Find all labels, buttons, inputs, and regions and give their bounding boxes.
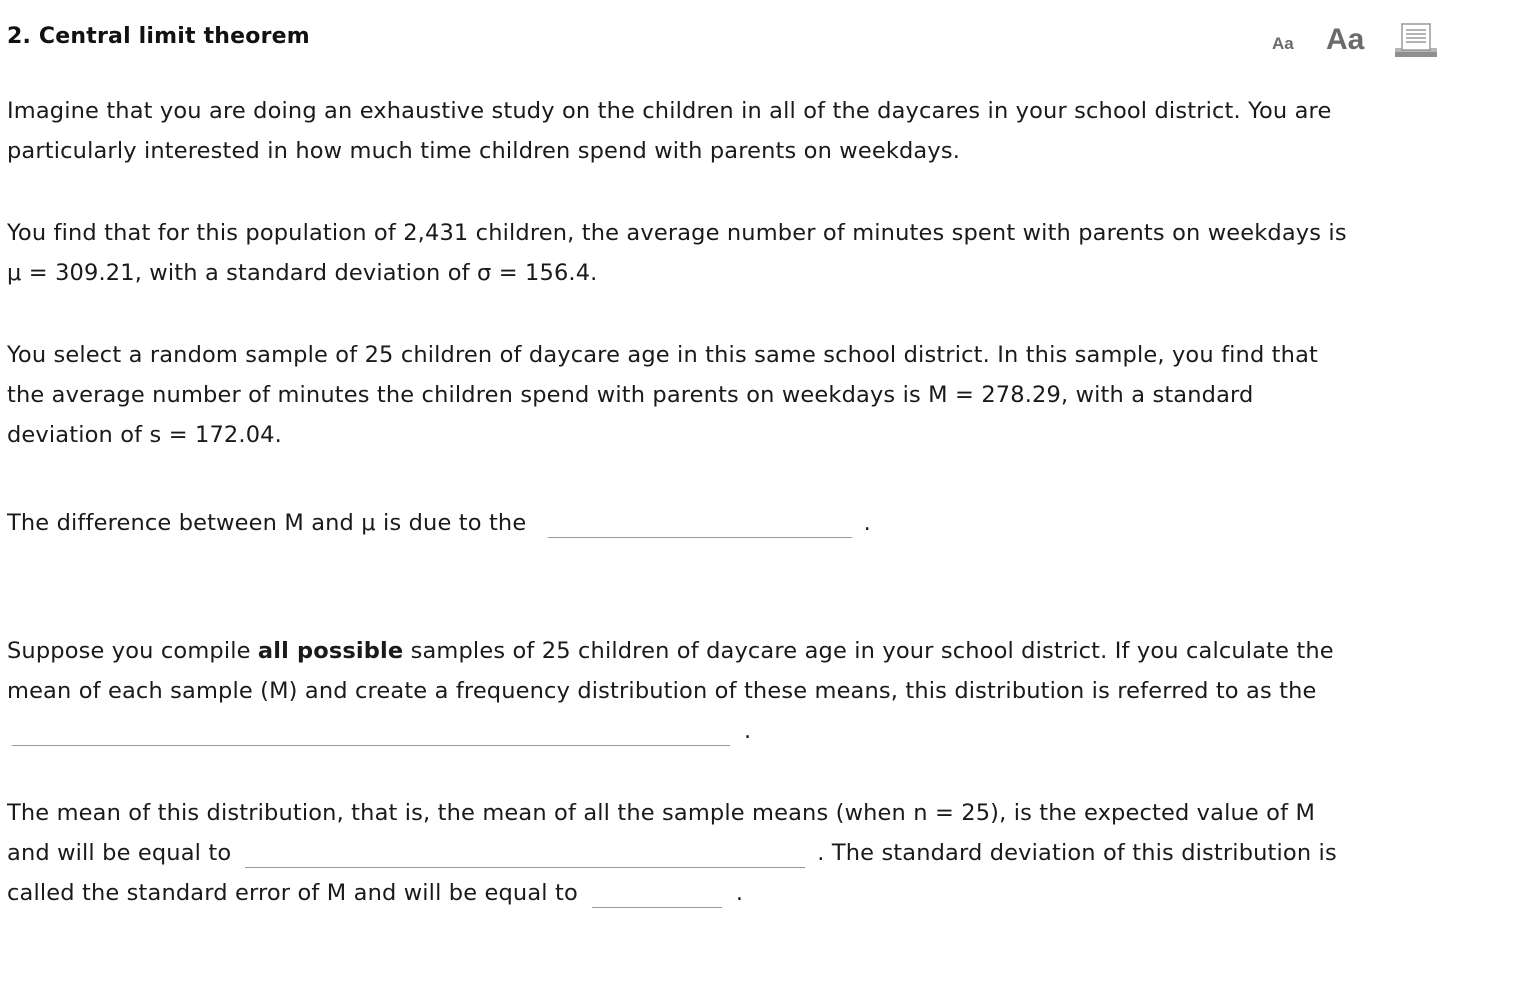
population-line-1: You find that for this population of 2,431 children, the average number of minutes spent with parents on weekdays is xyxy=(7,220,1347,246)
difference-question xyxy=(7,503,1457,543)
distribution-line-2: mean of each sample (M) and create a frequency distribution of these means, this distribution is referred to as the xyxy=(7,678,1317,704)
standard-error-period: . xyxy=(735,880,744,906)
question-title: 2. Central limit theorem xyxy=(7,24,310,49)
expected-line-3 xyxy=(7,873,1457,913)
sample-line-3: deviation of s = 172.04. xyxy=(7,422,282,448)
distribution-line-1 xyxy=(7,631,1457,671)
toolbar xyxy=(1270,20,1450,60)
difference-question-text: The difference between M and μ is due to the xyxy=(7,510,527,536)
difference-answer-dropdown[interactable] xyxy=(548,507,852,538)
expected-value-paragraph xyxy=(7,793,1457,913)
expected-line-2-post: . The standard deviation of this distribution is xyxy=(817,840,1337,866)
decrease-font-button[interactable]: Aa xyxy=(1272,34,1294,53)
sample-paragraph xyxy=(7,335,1457,455)
intro-paragraph: Imagine that you are doing an exhaustive study on the children in all of the daycares in your school district. You are particularly interested in how much time children spend with parents on weekdays. xyxy=(7,98,1332,164)
distribution-line-1-post: samples of 25 children of daycare age in your school district. If you calculate the xyxy=(403,638,1334,664)
increase-font-button[interactable]: Aa xyxy=(1326,23,1365,56)
distribution-line-1-pre: Suppose you compile xyxy=(7,638,258,664)
distribution-paragraph xyxy=(7,631,1457,751)
distribution-period: . xyxy=(744,718,752,744)
distribution-answer-dropdown[interactable] xyxy=(12,715,730,746)
difference-period: . xyxy=(863,510,871,536)
standard-error-input[interactable] xyxy=(592,877,722,908)
distribution-line-3 xyxy=(7,711,1457,751)
expected-line-3-pre: called the standard error of M and will be equal to xyxy=(7,880,578,906)
all-possible-bold: all possible xyxy=(257,638,404,664)
sample-line-1: You select a random sample of 25 children of daycare age in this same school district. In this sample, you find that xyxy=(7,342,1318,368)
expected-line-2 xyxy=(7,833,1457,873)
sample-line-2: the average number of minutes the children spend with parents on weekdays is M = 278.29, with a standard xyxy=(7,382,1254,408)
print-icon[interactable] xyxy=(1394,22,1438,58)
expected-value-dropdown[interactable] xyxy=(245,837,805,868)
population-line-2: μ = 309.21, with a standard deviation of σ = 156.4. xyxy=(7,260,598,286)
expected-line-1: The mean of this distribution, that is, the mean of all the sample means (when n = 25), is the expected value of M xyxy=(7,800,1316,826)
expected-line-2-pre: and will be equal to xyxy=(7,840,232,866)
population-paragraph xyxy=(7,213,1457,293)
